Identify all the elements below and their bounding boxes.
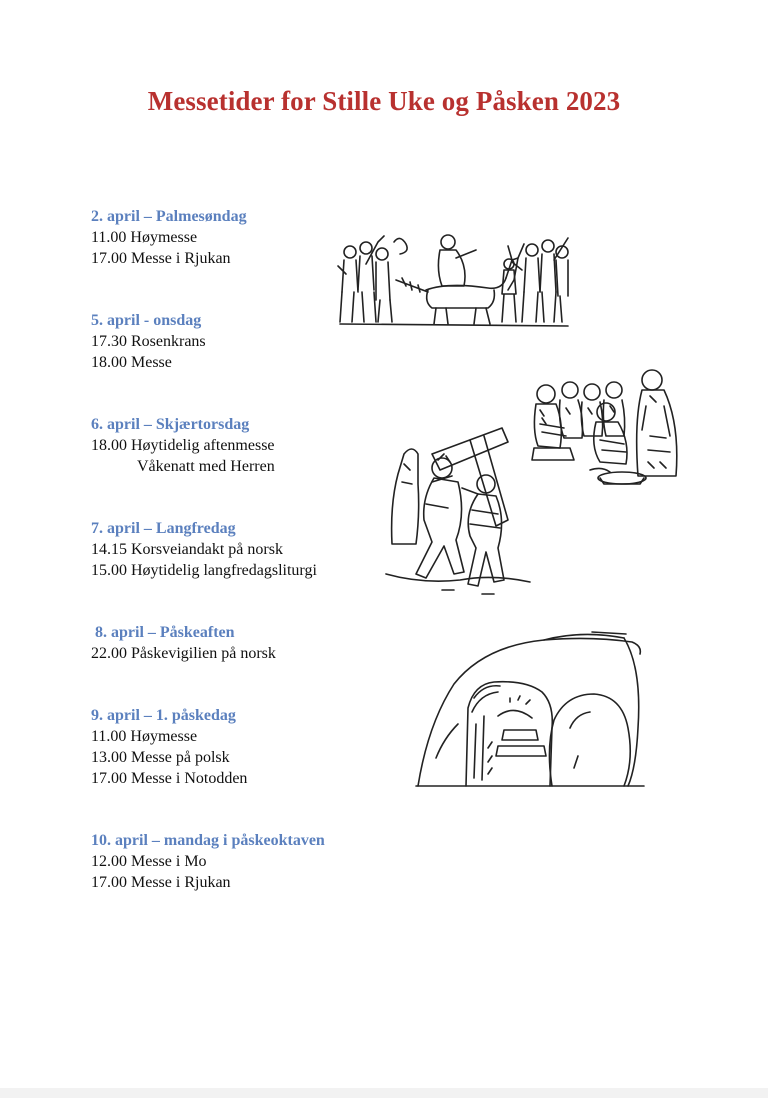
section-heading: 2. april – Palmesøndag	[91, 208, 247, 225]
section-maundy-thursday	[91, 414, 275, 477]
schedule-line: 17.00 Messe i Rjukan	[91, 250, 231, 267]
schedule-line: 11.00 Høymesse	[91, 728, 198, 745]
section-wednesday	[91, 310, 206, 373]
palm-sunday-entry-illustration	[336, 230, 574, 330]
schedule-line: 15.00 Høytidelig langfredagsliturgi	[91, 562, 317, 579]
schedule-line: 18.00 Høytidelig aftenmesse	[91, 437, 275, 454]
section-heading: 8. april – Påskeaften	[95, 624, 235, 641]
section-heading: 6. april – Skjærtorsdag	[91, 416, 250, 433]
schedule-line: 17.00 Messe i Rjukan	[91, 874, 231, 891]
schedule-line: 22.00 Påskevigilien på norsk	[91, 645, 276, 662]
section-good-friday	[91, 518, 317, 581]
schedule-line: 18.00 Messe	[91, 354, 172, 371]
schedule-line: Våkenatt med Herren	[137, 458, 275, 475]
schedule-line: 11.00 Høymesse	[91, 229, 198, 246]
section-holy-saturday	[91, 622, 276, 664]
empty-tomb-illustration	[414, 628, 646, 790]
schedule-line: 17.00 Messe i Notodden	[91, 770, 248, 787]
section-easter-sunday	[91, 705, 247, 789]
section-heading: 10. april – mandag i påskeoktaven	[91, 832, 325, 849]
schedule-line: 13.00 Messe på polsk	[91, 749, 230, 766]
page-title: Messetider for Stille Uke og Påsken 2023	[147, 86, 621, 116]
section-easter-monday	[91, 830, 325, 893]
section-palm-sunday	[91, 206, 247, 269]
section-heading: 9. april – 1. påskedag	[91, 707, 236, 724]
schedule-line: 17.30 Rosenkrans	[91, 333, 206, 350]
cross-carrying-illustration	[382, 424, 534, 598]
schedule-line: 12.00 Messe i Mo	[91, 853, 207, 870]
schedule-line: 14.15 Korsveiandakt på norsk	[91, 541, 283, 558]
foot-washing-illustration	[530, 366, 686, 488]
section-heading: 5. april - onsdag	[91, 312, 202, 329]
section-heading: 7. april – Langfredag	[91, 520, 236, 537]
